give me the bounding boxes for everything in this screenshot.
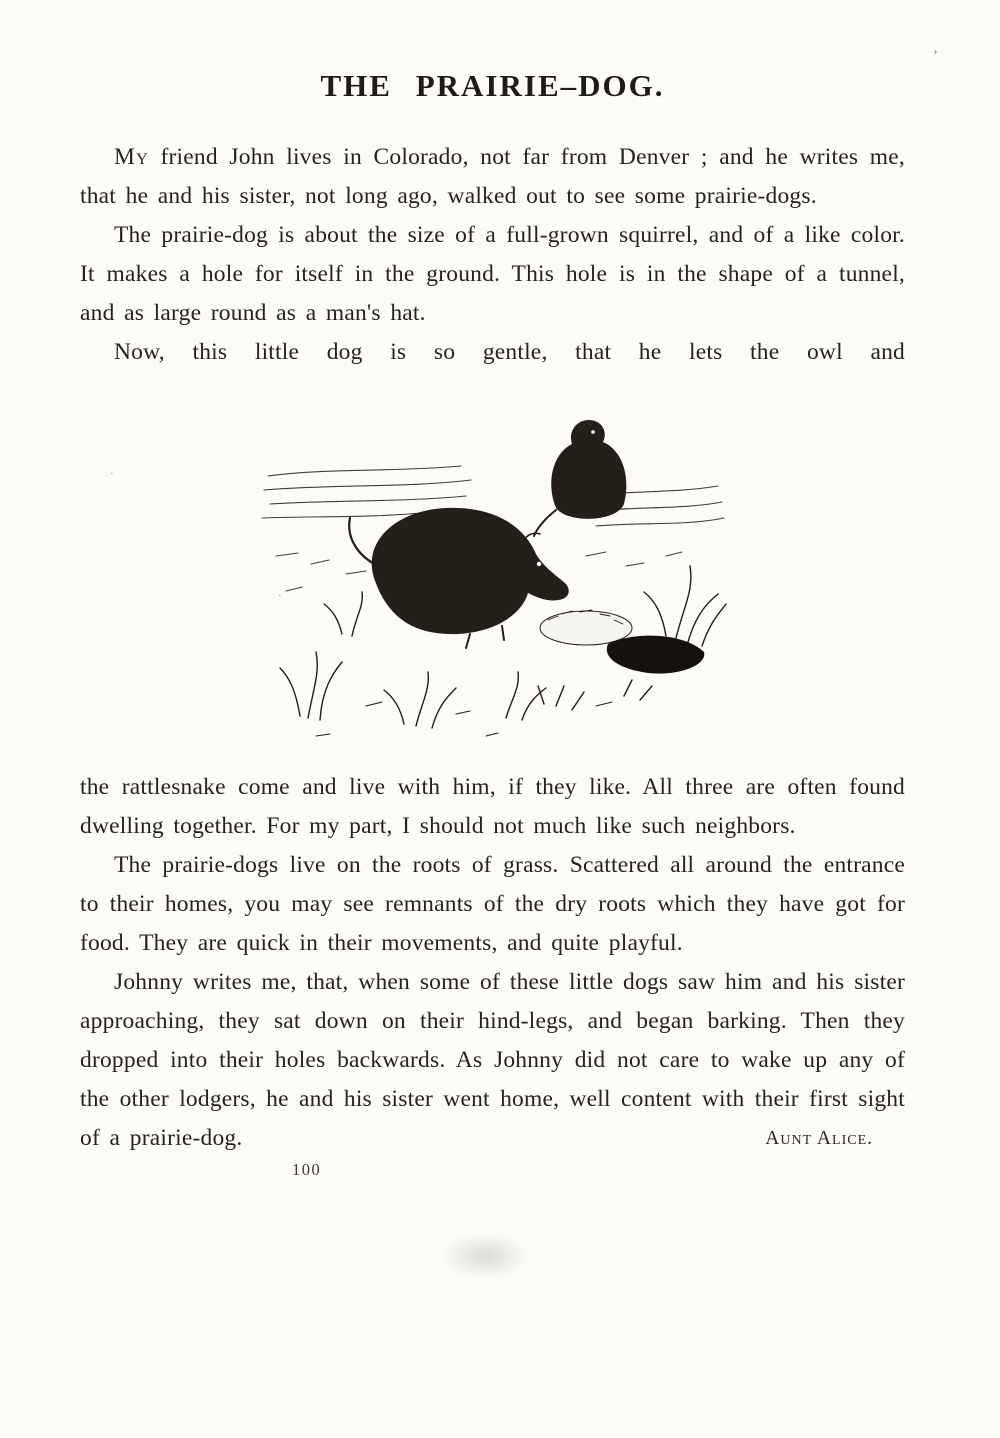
author-signature: Aunt Alice. (765, 1128, 873, 1149)
paragraph-1 (80, 138, 905, 216)
lead-word: My (114, 144, 149, 170)
burrow-hole (606, 636, 703, 674)
paragraph-4: The prairie-dogs live on the roots of grass. Scattered all around the entrance to their homes, you may see remnants of the dry roots which they have got for food. They are quick in their movements, and quite playful. (80, 852, 905, 956)
scan-artifact: ’ (933, 48, 938, 64)
scan-artifact: · (278, 590, 282, 602)
burrow-mound (540, 610, 632, 645)
upright-prairie-dog (534, 420, 626, 536)
prairie-dog-engraving (256, 406, 730, 742)
paragraph-3-start: Now, this little dog is so gentle, that he lets the owl and (114, 339, 905, 365)
prairie-dog-illustration (256, 406, 730, 742)
scan-artifact: · (110, 468, 114, 480)
paragraph-5: Johnny writes me, that, when some of these little dogs saw him and his sister approaching, they sat down on their hind-legs, and began barking. Then they dropped into their holes backwards. As Johnny did not care to wake up any of the other lodgers, he and his sister went home, well content with their first sight of a prairie-dog. (80, 969, 905, 1151)
page-number: 100 (292, 1160, 322, 1179)
paragraph-2: The prairie-dog is about the size of a full-grown squirrel, and of a like color. It makes a hole for itself in the ground. This hole is in the shape of a tunnel, and as large round as a man's hat. (80, 222, 905, 326)
paragraph-3-end: the rattlesnake come and live with him, if they like. All three are often found dwelling together. For my part, I should not much like such neighbors. (80, 774, 905, 839)
page-title: THE PRAIRIE–DOG. (320, 68, 665, 103)
root-scatter (316, 702, 612, 736)
profile-prairie-dog (349, 508, 569, 648)
scan-smudge (440, 1232, 530, 1280)
paragraph-1-text: friend John lives in Colorado, not far from Denver ; and he writes me, that he and his sister, not long ago, walked out to see some prairie-dogs. (80, 144, 905, 209)
